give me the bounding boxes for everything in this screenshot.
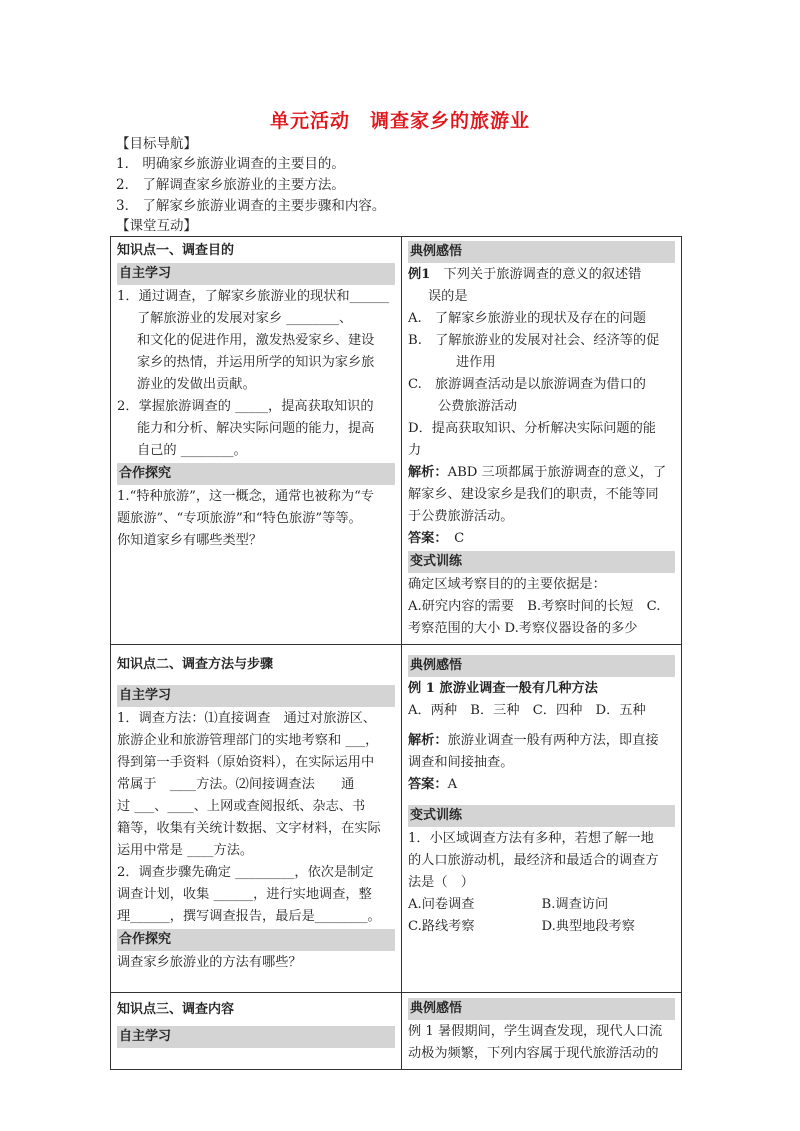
target-item-1: 1． 明确家乡旅游业调查的主要目的。 xyxy=(116,156,345,172)
text-line: 进作用 xyxy=(456,355,496,370)
coop-label: 合作探究 xyxy=(117,463,395,485)
example-label: 典例感悟 xyxy=(408,241,675,263)
variant-label: 变式训练 xyxy=(408,551,675,573)
text-line: 调查计划，收集 ______，进行实地调查，整 xyxy=(117,887,372,902)
text-line: 过 ___、____、上网或查阅报纸、杂志、书 xyxy=(117,799,366,814)
activity-table xyxy=(110,236,682,1070)
section-1-row xyxy=(111,237,682,645)
option-d: D．提高获取知识、分析解决实际问题的能 xyxy=(408,421,656,436)
variant-options-row-2 xyxy=(408,916,675,938)
classroom-label: 【课堂互动】 xyxy=(116,218,197,234)
section-3-heading: 知识点三、调查内容 xyxy=(117,1002,235,1017)
option-c: C. 旅游调查活动是以旅游调查为借口的 xyxy=(408,377,646,392)
text-line: 公费旅游活动 xyxy=(438,399,518,414)
text-line: 籍等，收集有关统计数据、文字材料，在实际 xyxy=(117,821,381,836)
section-3-right xyxy=(402,993,682,1070)
analysis-label: 解析： xyxy=(408,465,448,480)
text-line: 理______，撰写调查报告，最后是________。 xyxy=(117,909,381,924)
text-line: 确定区域考察目的的主要依据是： xyxy=(408,577,606,592)
text-line: 解家乡、建设家乡是我们的职责，不能等同 xyxy=(408,487,659,502)
example-question: 下列关于旅游调查的意义的叙述错 xyxy=(430,267,642,282)
text-line: 游业的发做出贡献。 xyxy=(137,377,256,392)
text-line: 运用中常是 ____方法。 xyxy=(117,843,254,858)
self-study-label: 自主学习 xyxy=(117,263,395,285)
text-line: 于公费旅游活动。 xyxy=(408,509,514,524)
variant-option-b: B.调查访问 xyxy=(541,897,609,912)
section-3-left xyxy=(111,993,402,1070)
example-label: 典例感悟 xyxy=(408,998,675,1020)
text-line: 1．小区域调查方法有多种，若想了解一地 xyxy=(408,831,654,846)
target-item-2: 2． 了解调查家乡旅游业的主要方法。 xyxy=(116,177,345,193)
text-line: A.研究内容的需要 B.考察时间的长短 C. xyxy=(408,599,661,614)
text-line: 你知道家乡有哪些类型？ xyxy=(117,533,263,548)
section-3-row xyxy=(111,993,682,1070)
example-label: 典例感悟 xyxy=(408,655,675,677)
variant-option-c: C.路线考察 xyxy=(408,919,475,934)
example-question: 例 1 暑假期间，学生调查发现，现代人口流 xyxy=(408,1024,663,1039)
target-item-3: 3． 了解家乡旅游业调查的主要步骤和内容。 xyxy=(116,198,386,214)
text-line: 1.“特种旅游”，这一概念，通常也被称为“专 xyxy=(117,489,374,504)
section-2-row xyxy=(111,645,682,993)
answer-value: A xyxy=(447,777,458,792)
text-line: 考察范围的大小 D.考察仪器设备的多少 xyxy=(408,621,638,636)
text-line: 家乡的热情，并运用所学的知识为家乡旅 xyxy=(137,355,375,370)
text-line: 得到第一手资料（原始资料），在实际运用中 xyxy=(117,755,375,770)
text-line: 旅游企业和旅游管理部门的实地考察和 ___， xyxy=(117,733,379,748)
variant-option-d: D.典型地段考察 xyxy=(541,919,635,934)
example-question: 例 1 旅游业调查一般有几种方法 xyxy=(408,681,598,696)
text-line: 的人口旅游动机，最经济和最适合的调查方 xyxy=(408,853,659,868)
text-line: 动极为频繁，下列内容属于现代旅游活动的 xyxy=(408,1046,659,1061)
text-line: 1．通过调查，了解家乡旅游业的现状和______ xyxy=(117,289,390,304)
text-line: 力 xyxy=(408,443,422,458)
variant-option-a: A.问卷调查 xyxy=(408,897,475,912)
variant-label: 变式训练 xyxy=(408,805,675,827)
variant-options-row-1 xyxy=(408,894,675,916)
page-title: 单元活动 调查家乡的旅游业 xyxy=(269,110,530,132)
target-nav-label: 【目标导航】 xyxy=(116,136,197,152)
answer-label: 答案： xyxy=(408,777,448,792)
analysis-text: ABD 三项都属于旅游调查的意义，了 xyxy=(447,465,667,480)
example-number: 例1 xyxy=(408,267,431,282)
text-line: 了解旅游业的发展对家乡 ________、 xyxy=(137,311,353,326)
text-line: 调查家乡旅游业的方法有哪些？ xyxy=(117,955,302,970)
answer-value: C xyxy=(440,531,465,546)
analysis-label: 解析： xyxy=(408,733,448,748)
text-line: 2．调查步骤先确定 _________，依次是制定 xyxy=(117,865,374,880)
option-b: B. 了解旅游业的发展对社会、经济等的促 xyxy=(408,333,660,348)
text-line: 2．掌握旅游调查的 _____，提高获取知识的 xyxy=(117,399,374,414)
text-line: 法是（ ） xyxy=(408,875,474,890)
text-line: 题旅游”、“专项旅游”和“特色旅游”等等。 xyxy=(117,511,362,526)
section-1-right xyxy=(402,237,682,645)
text-line: 常属于 ____方法。⑵间接调查法 通 xyxy=(117,777,355,792)
option-a: A. 了解家乡旅游业的现状及存在的问题 xyxy=(408,311,646,326)
example-options: A．两种 B．三种 C．四种 D．五种 xyxy=(408,703,646,718)
text-line: 误的是 xyxy=(428,289,468,304)
section-1-left xyxy=(111,237,402,645)
self-study-label: 自主学习 xyxy=(117,685,395,707)
coop-label: 合作探究 xyxy=(117,929,395,951)
section-2-heading: 知识点二、调查方法与步骤 xyxy=(117,657,274,672)
section-2-right xyxy=(402,645,682,993)
self-study-label: 自主学习 xyxy=(117,1026,395,1048)
analysis-text: 旅游业调查一般有两种方法，即直接 xyxy=(447,733,659,748)
text-line: 调查和间接抽查。 xyxy=(408,755,514,770)
section-2-left xyxy=(111,645,402,993)
text-line: 1．调查方法：⑴直接调查 通过对旅游区、 xyxy=(117,711,376,726)
text-line: 能力和分析、解决实际问题的能力，提高 xyxy=(137,421,375,436)
text-line: 自己的 ________。 xyxy=(137,443,247,458)
text-line: 和文化的促进作用，激发热爱家乡、建设 xyxy=(137,333,375,348)
section-1-heading: 知识点一、调查目的 xyxy=(117,243,235,258)
answer-label: 答案： xyxy=(408,531,441,546)
